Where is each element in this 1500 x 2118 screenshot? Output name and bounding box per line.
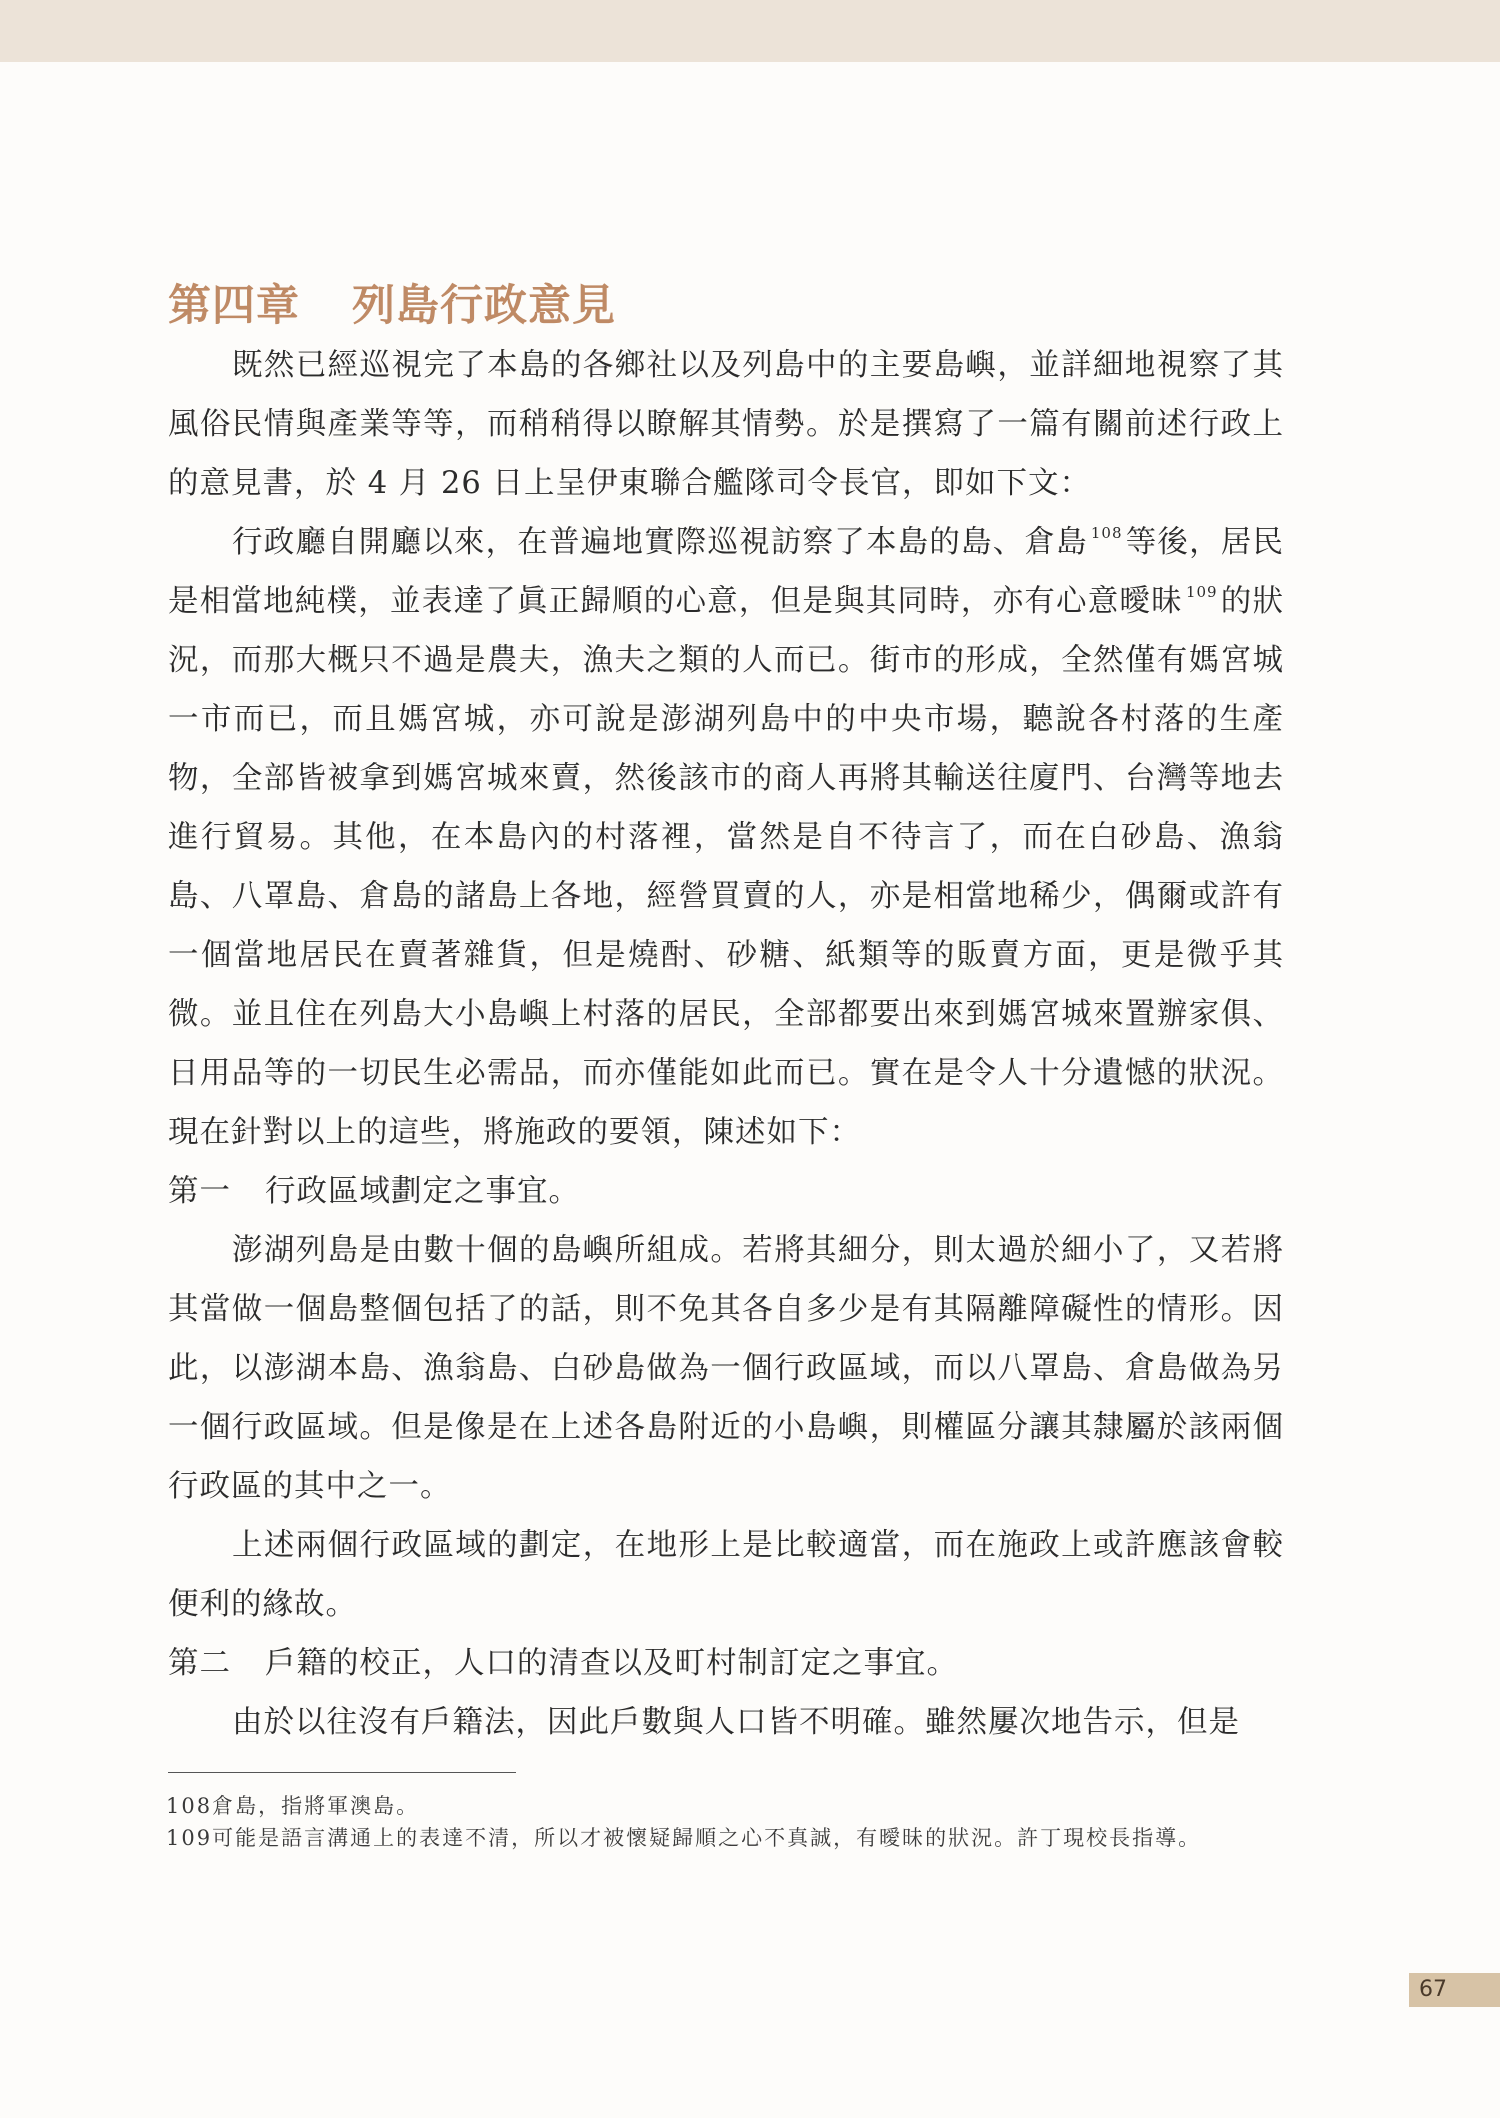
footnote-ref-109[interactable]: 109 (1185, 583, 1218, 601)
page-number: 67 (1409, 1973, 1500, 2007)
list-item-first (168, 1162, 1284, 1221)
paragraph-text: 的狀況，而那大概只不過是農夫，漁夫之類的人而已。街市的形成，全然僅有媽宮城一市而已，而且媽宮城，亦可說是澎湖列島中的中央市場，聽說各村落的生產物，全部皆被拿到媽宮城來賣，然後該市的商人再將其輸送往廈門、台灣等地去進行貿易。其他，在本島內的村落裡，當然是自不待言了，而在白砂島、漁翁島、八罩島、倉島的諸島上各地，經營買賣的人，亦是相當地稀少，偶爾或許有一個當地居民在賣著雜貨，但是燒酎、砂糖、紙類等的販賣方面，更是微乎其微。並且住在列島大小島嶼上村落的居民，全部都要出來到媽宮城來置辦家俱、日用品等的一切民生必需品，而亦僅能如此而已。實在是令人十分遺憾的狀況。現在針對以上的這些，將施政的要領，陳述如下： (168, 584, 1285, 1150)
paragraph-text: 既然已經巡視完了本島的各鄉社以及列島中的主要島嶼，並詳細地視察了其風俗民情與產業等等，而稍稍得以瞭解其情勢。於是撰寫了一篇有關前述行政上的意見書，於 4 月 26 日上呈伊東聯合艦隊司令長官，即如下文： (168, 348, 1284, 501)
paragraph-text: 行政廳自開廳以來，在普遍地實際巡視訪察了本島的島、倉島 (232, 525, 1088, 560)
footnote-108 (166, 1790, 1284, 1822)
footnote-text: 倉島，指將軍澳島。 (212, 1794, 420, 1818)
footnote-text: 可能是語言溝通上的表達不清，所以才被懷疑歸順之心不真誠，有曖昧的狀況。許丁現校長指導。 (212, 1826, 1202, 1850)
footnote-109 (166, 1822, 1284, 1854)
paragraph-text: 由於以往沒有戶籍法，因此戶數與人口皆不明確。雖然屢次地告示，但是 (232, 1705, 1240, 1740)
footnote-divider (168, 1772, 516, 1773)
footnote-number: 109 (166, 1826, 213, 1850)
item-label: 第一 (168, 1174, 231, 1209)
chapter-heading: 列島行政意見 (352, 281, 616, 331)
chapter-number: 第四章 (168, 281, 300, 331)
footnotes (166, 1790, 1284, 1854)
body-text (168, 336, 1284, 1752)
item-label: 第二 (168, 1646, 231, 1681)
list-item-second (168, 1634, 1284, 1693)
paragraph-reason (168, 1516, 1284, 1634)
footnote-ref-108[interactable]: 108 (1090, 524, 1123, 542)
paragraph-text: 澎湖列島是由數十個的島嶼所組成。若將其細分，則太過於細小了，又若將其當做一個島整個包括了的話，則不免其各自多少是有其隔離障礙性的情形。因此，以澎湖本島、漁翁島、白砂島做為一個行政區域，而以八罩島、倉島做為另一個行政區域。但是像是在上述各島附近的小島嶼，則權區分讓其隸屬於該兩個行政區的其中之一。 (168, 1233, 1284, 1504)
paragraph-census (168, 1693, 1284, 1752)
item-text: 行政區域劃定之事宜。 (265, 1174, 580, 1209)
page-top-band (0, 0, 1500, 62)
chapter-title (168, 272, 616, 333)
paragraph-regions (168, 1221, 1284, 1516)
paragraph-intro (168, 336, 1284, 513)
footnote-number: 108 (166, 1794, 213, 1818)
item-text: 戶籍的校正，人口的清查以及町村制訂定之事宜。 (265, 1646, 958, 1681)
paragraph-text: 等後，居民是相當地純樸，並表達了眞正歸順的心意，但是與其同時，亦有心意曖昧 (168, 525, 1285, 619)
paragraph-text: 上述兩個行政區域的劃定，在地形上是比較適當，而在施政上或許應該會較便利的緣故。 (168, 1528, 1284, 1622)
paragraph-quote (168, 513, 1284, 1162)
